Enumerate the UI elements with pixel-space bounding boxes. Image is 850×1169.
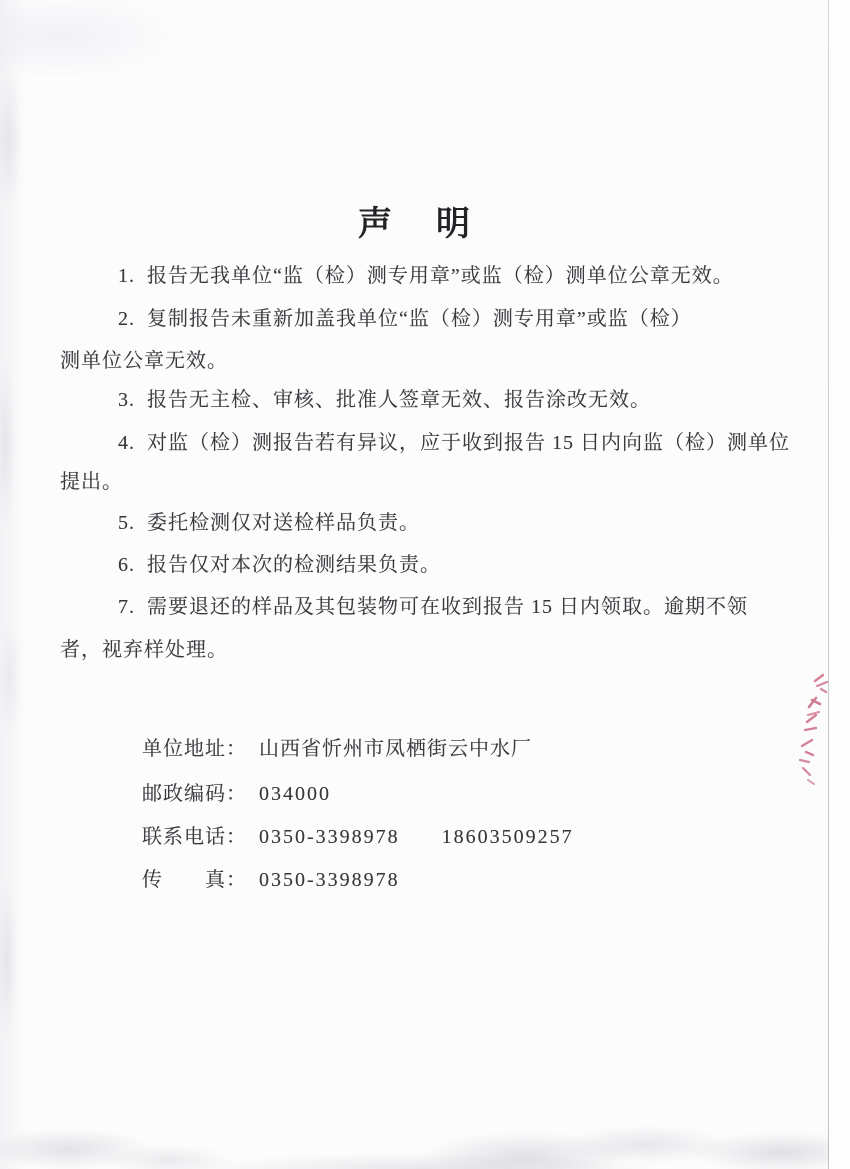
scan-artifact-top-patch [0,0,300,120]
statement-item-7-line-2: 者，视弃样处理。 [60,639,228,661]
statement-item-7-line-1: 7. 需要退还的样品及其包装物可在收到报告 15 日内领取。逾期不领 [118,596,748,618]
statement-item-4-line-2: 提出。 [60,471,123,493]
statement-item-2-line-1: 2. 复制报告未重新加盖我单位“监（检）测专用章”或监（检） [118,308,692,330]
contact-phone-value-1: 0350-3398978 [259,826,400,848]
contact-phone-value-2: 18603509257 [441,826,574,848]
statement-item-5: 5. 委托检测仅对送检样品负责。 [118,512,420,534]
red-seal-stamp-fragment-icon [794,662,831,812]
contact-fax-label: 传 真： [142,869,247,891]
contact-fax-value: 0350-3398978 [259,869,400,891]
contact-postcode-value: 034000 [259,783,331,805]
contact-address-label: 单位地址： [142,738,247,760]
statement-item-1: 1. 报告无我单位“监（检）测专用章”或监（检）测单位公章无效。 [118,265,734,287]
contact-phone-label: 联系电话： [142,826,247,848]
statement-item-4-line-1: 4. 对监（检）测报告若有异议，应于收到报告 15 日内向监（检）测单位 [118,432,790,454]
contact-postcode-label: 邮政编码： [142,783,247,805]
page-title: 声 明 [358,206,472,243]
contact-fax-row [118,840,400,915]
contact-address-value: 山西省忻州市凤栖街云中水厂 [259,738,532,760]
scan-artifact-left-band [0,0,28,1169]
scan-artifact-bottom-band [0,1059,850,1169]
statement-item-2-line-2: 测单位公章无效。 [60,350,228,372]
scan-page-edge-line [828,0,829,1169]
statement-item-6: 6. 报告仅对本次的检测结果负责。 [118,554,441,576]
statement-item-3: 3. 报告无主检、审核、批准人签章无效、报告涂改无效。 [118,389,651,411]
scan-page-edge-strip [829,0,850,1169]
